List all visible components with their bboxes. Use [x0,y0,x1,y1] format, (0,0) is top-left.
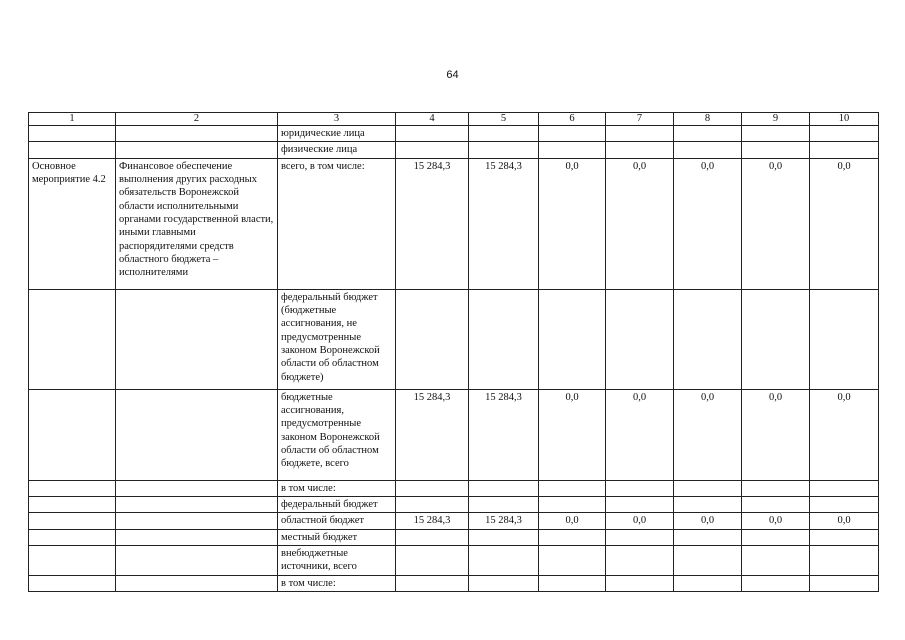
column-number-row [29,113,879,126]
amount-cell [742,496,810,512]
activity-cell [29,545,116,575]
description-cell [116,289,278,389]
column-number: 8 [674,113,742,126]
amount-cell [742,142,810,158]
amount-cell [742,545,810,575]
funding-source-cell: местный бюджет [278,529,396,545]
column-number: 3 [278,113,396,126]
table-row [29,142,879,158]
amount-cell [810,575,879,591]
amount-cell [810,529,879,545]
amount-cell [539,529,606,545]
column-number: 1 [29,113,116,126]
amount-cell [674,480,742,496]
amount-cell: 0,0 [742,513,810,529]
funding-source-cell: в том числе: [278,575,396,591]
activity-cell [29,126,116,142]
amount-cell [469,575,539,591]
column-number: 5 [469,113,539,126]
table-row [29,126,879,142]
funding-source-cell: федеральный бюджет [278,496,396,512]
amount-cell [539,496,606,512]
activity-cell: Основное мероприятие 4.2 [29,158,116,289]
amount-cell [396,545,469,575]
column-number: 10 [810,113,879,126]
amount-cell [539,545,606,575]
table-row [29,389,879,480]
amount-cell [469,496,539,512]
amount-cell: 0,0 [674,158,742,289]
activity-cell [29,496,116,512]
amount-cell: 0,0 [674,389,742,480]
amount-cell: 0,0 [539,158,606,289]
amount-cell [396,126,469,142]
amount-cell [539,142,606,158]
amount-cell [674,126,742,142]
description-cell [116,142,278,158]
amount-cell: 0,0 [810,158,879,289]
funding-source-cell: физические лица [278,142,396,158]
table-row [29,575,879,591]
description-cell [116,480,278,496]
activity-cell [29,575,116,591]
amount-cell [469,480,539,496]
activity-cell [29,480,116,496]
column-number: 9 [742,113,810,126]
amount-cell [674,545,742,575]
amount-cell [539,575,606,591]
amount-cell: 0,0 [539,389,606,480]
funding-source-cell: в том числе: [278,480,396,496]
amount-cell: 0,0 [606,389,674,480]
amount-cell [396,496,469,512]
description-cell: Финансовое обеспечение выполнения других расходных обязательств Воронежской области исполнительными органами государственной власти, иными главными распорядителями средств областного бюджета – исполнителями [116,158,278,289]
table-row [29,545,879,575]
amount-cell [810,142,879,158]
amount-cell [742,289,810,389]
amount-cell [810,496,879,512]
table-row [29,158,879,289]
description-cell [116,545,278,575]
amount-cell [469,545,539,575]
funding-source-cell: областной бюджет [278,513,396,529]
budget-table [28,112,879,592]
funding-source-cell: юридические лица [278,126,396,142]
amount-cell [742,480,810,496]
amount-cell [396,142,469,158]
amount-cell [810,545,879,575]
amount-cell [469,126,539,142]
amount-cell [606,480,674,496]
column-number: 2 [116,113,278,126]
amount-cell [742,575,810,591]
column-number: 7 [606,113,674,126]
activity-cell [29,389,116,480]
amount-cell [396,575,469,591]
activity-cell [29,529,116,545]
amount-cell: 0,0 [742,389,810,480]
amount-cell [469,289,539,389]
table-row [29,480,879,496]
amount-cell: 0,0 [606,513,674,529]
amount-cell: 0,0 [606,158,674,289]
funding-source-cell: внебюджетные источники, всего [278,545,396,575]
amount-cell: 0,0 [810,513,879,529]
amount-cell [469,529,539,545]
description-cell [116,126,278,142]
description-cell [116,513,278,529]
amount-cell: 15 284,3 [469,513,539,529]
activity-cell [29,513,116,529]
amount-cell [396,480,469,496]
amount-cell [606,575,674,591]
amount-cell [396,529,469,545]
amount-cell: 0,0 [674,513,742,529]
amount-cell [606,545,674,575]
page-number: 64 [446,69,459,81]
amount-cell [810,126,879,142]
table-row [29,289,879,389]
description-cell [116,496,278,512]
amount-cell [606,142,674,158]
amount-cell [539,480,606,496]
activity-cell [29,289,116,389]
description-cell [116,529,278,545]
column-number: 4 [396,113,469,126]
amount-cell [606,496,674,512]
amount-cell [469,142,539,158]
amount-cell [674,289,742,389]
amount-cell [674,142,742,158]
table-row [29,496,879,512]
amount-cell [742,529,810,545]
funding-source-cell: федеральный бюджет (бюджетные ассигнования, не предусмотренные законом Воронежской области об областном бюджете) [278,289,396,389]
activity-cell [29,142,116,158]
table-row [29,529,879,545]
funding-source-cell: бюджетные ассигнования, предусмотренные законом Воронежской области об областном бюджете, всего [278,389,396,480]
amount-cell [396,289,469,389]
amount-cell [674,575,742,591]
funding-source-cell: всего, в том числе: [278,158,396,289]
amount-cell [539,126,606,142]
amount-cell [674,529,742,545]
amount-cell: 0,0 [742,158,810,289]
description-cell [116,389,278,480]
amount-cell: 0,0 [539,513,606,529]
amount-cell: 15 284,3 [396,513,469,529]
amount-cell [606,289,674,389]
amount-cell [674,496,742,512]
amount-cell: 15 284,3 [396,158,469,289]
description-cell [116,575,278,591]
amount-cell: 0,0 [810,389,879,480]
amount-cell: 15 284,3 [396,389,469,480]
amount-cell [539,289,606,389]
column-number: 6 [539,113,606,126]
amount-cell [810,480,879,496]
amount-cell [606,126,674,142]
amount-cell [606,529,674,545]
table-row [29,513,879,529]
amount-cell: 15 284,3 [469,389,539,480]
amount-cell [742,126,810,142]
amount-cell [810,289,879,389]
amount-cell: 15 284,3 [469,158,539,289]
